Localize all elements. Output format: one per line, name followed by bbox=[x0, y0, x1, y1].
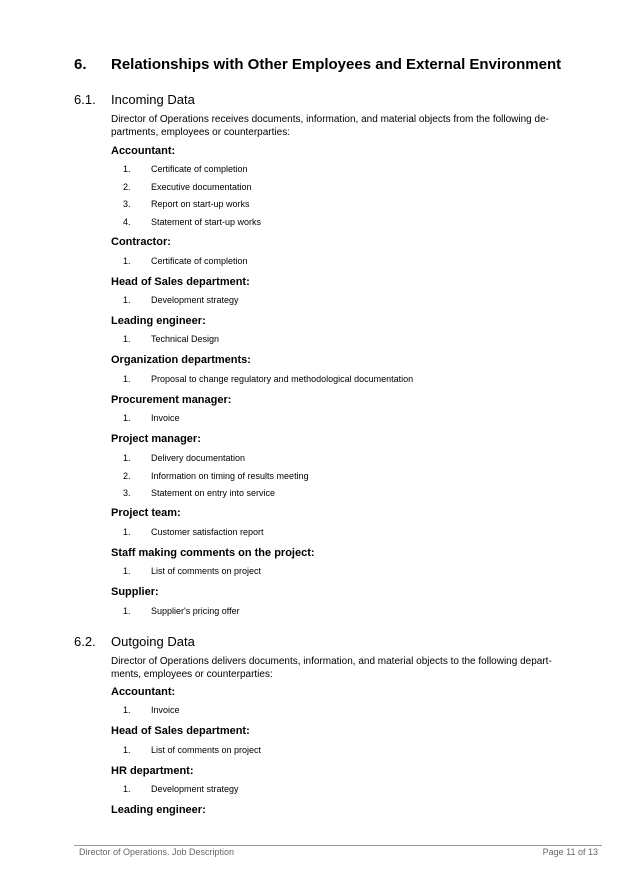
incoming-intro: Director of Operations receives documents, information, and material objects from the following de- partments, employees or counterparties: bbox=[111, 114, 549, 138]
group-title: Accountant: bbox=[111, 145, 176, 157]
group-title: Organization departments: bbox=[111, 354, 251, 366]
subsection-number: 6.1. bbox=[74, 92, 96, 107]
group-title: Project manager: bbox=[111, 433, 201, 445]
group-title: HR department: bbox=[111, 765, 194, 777]
footer-page-number: Page 11 of 13 bbox=[542, 847, 598, 857]
group-title: Staff making comments on the project: bbox=[111, 547, 315, 559]
group-title: Head of Sales department: bbox=[111, 276, 250, 288]
group-title: Supplier: bbox=[111, 586, 159, 598]
outgoing-intro: Director of Operations delivers documents, information, and material objects to the following depart- ments, employees or counterparties: bbox=[111, 656, 552, 680]
group-title: Contractor: bbox=[111, 236, 171, 248]
group-title: Leading engineer: bbox=[111, 804, 206, 816]
subsection-number: 6.2. bbox=[74, 634, 96, 649]
subsection-title: Incoming Data bbox=[111, 92, 195, 107]
group-title: Accountant: bbox=[111, 686, 176, 698]
section-number: 6. bbox=[74, 56, 87, 73]
subsection-title: Outgoing Data bbox=[111, 634, 195, 649]
group-title: Leading engineer: bbox=[111, 315, 206, 327]
group-title: Procurement manager: bbox=[111, 394, 232, 406]
group-title: Project team: bbox=[111, 507, 181, 519]
document-page: 6. Relationships with Other Employees and External Environment 6.1. Incoming Data Director of Operations receives documents, information, and material objects from the following de- partments, employees or counterparties: Accountant: 1. Certificate of completion 2. Executive documentation 3. Report on start-up works 4. Statement of start-up works Contractor: 1. Certificate of completion Head of Sales department: 1. Development strategy Leading engineer: 1. Technical Design Organization departments: 1. Proposal to change regulatory and methodological documentation Procurement manager: 1. Invoice Project manager: 1. Delivery documentation 2. Information on timing of results meeting 3. Statement on entry into service Project team: 1. Customer satisfaction report Staff making comments on the project: 1. List of comments on project Supplier: 1. Supplier's pricing offer 6.2. Outgoing Data Director of Operations delivers documents, information, and material objects to the following depart- ments, employees or counterparties: Accountant: 1. Invoice Head of Sales department: 1. List of comments on project HR department: 1. Development strategy Leading engineer: Director of Operations. Job Description Page 11 of 13 bbox=[0, 0, 625, 887]
section-title: Relationships with Other Employees and External Environment bbox=[111, 56, 562, 73]
group-title: Head of Sales department: bbox=[111, 725, 250, 737]
footer-document-title: Director of Operations. Job Description bbox=[79, 847, 235, 857]
footer-divider bbox=[74, 845, 602, 846]
